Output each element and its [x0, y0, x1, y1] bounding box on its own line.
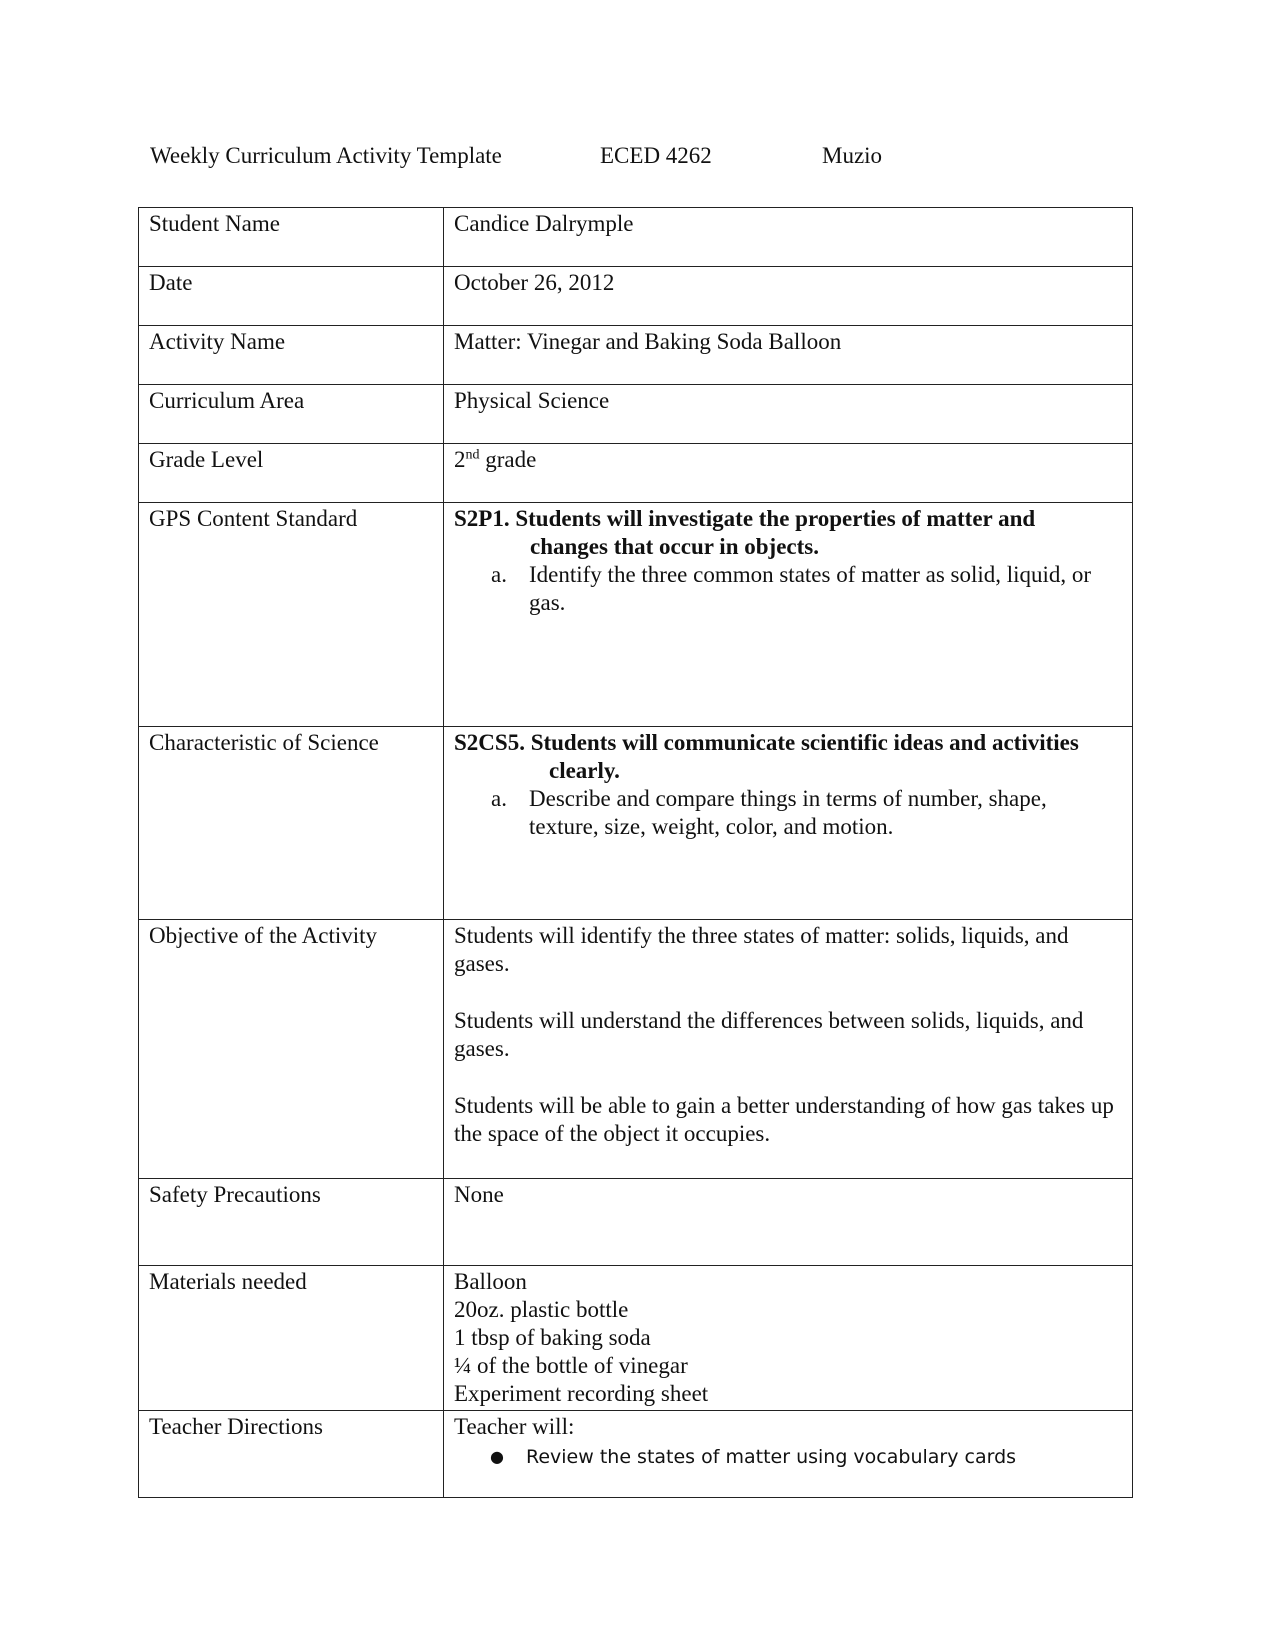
row-characteristic-of-science	[139, 727, 1133, 920]
row-gps-content-standard	[139, 503, 1133, 727]
row-objective	[139, 920, 1133, 1179]
gps-standard-heading-line: S2P1. Students will investigate the properties of matter and	[454, 506, 1036, 531]
teacher-directions-intro: Teacher will:	[454, 1414, 575, 1439]
instructor-name: Muzio	[822, 143, 883, 168]
gps-standard-heading-continuation: changes that occur in objects.	[530, 534, 819, 559]
material-item: Experiment recording sheet	[454, 1381, 709, 1406]
label-date: Date	[139, 267, 444, 326]
activity-template-table	[138, 207, 1133, 1498]
objective-paragraph: Students will understand the differences between solids, liquids, and gases.	[454, 1008, 1084, 1061]
objective-paragraph: Students will identify the three states of matter: solids, liquids, and gases.	[454, 923, 1069, 976]
row-grade-level	[139, 444, 1133, 503]
value-materials-needed	[444, 1266, 1133, 1411]
gps-standard-item	[454, 561, 1122, 617]
material-item: Balloon	[454, 1269, 527, 1294]
label-teacher-directions: Teacher Directions	[139, 1411, 444, 1498]
label-curriculum-area: Curriculum Area	[139, 385, 444, 444]
label-safety-precautions: Safety Precautions	[139, 1179, 444, 1266]
row-activity-name	[139, 326, 1133, 385]
value-student-name: Candice Dalrymple	[444, 208, 1133, 267]
value-gps-content-standard	[444, 503, 1133, 727]
grade-number: 2	[454, 447, 466, 472]
label-characteristic-of-science: Characteristic of Science	[139, 727, 444, 920]
label-grade-level: Grade Level	[139, 444, 444, 503]
material-item: 1 tbsp of baking soda	[454, 1325, 651, 1350]
value-date: October 26, 2012	[444, 267, 1133, 326]
teacher-direction-text: Review the states of matter using vocabulary cards	[526, 1446, 1017, 1468]
cos-standard-heading-line: S2CS5. Students will communicate scientific ideas and activities	[454, 730, 1079, 755]
cos-standard-heading	[454, 729, 1122, 785]
row-safety-precautions	[139, 1179, 1133, 1266]
label-activity-name: Activity Name	[139, 326, 444, 385]
row-date	[139, 267, 1133, 326]
objective-paragraph: Students will be able to gain a better understanding of how gas takes up the space of the object it occupies.	[454, 1093, 1114, 1146]
label-objective: Objective of the Activity	[139, 920, 444, 1179]
value-curriculum-area: Physical Science	[444, 385, 1133, 444]
label-materials-needed: Materials needed	[139, 1266, 444, 1411]
value-teacher-directions	[444, 1411, 1133, 1498]
row-teacher-directions	[139, 1411, 1133, 1498]
gps-item-text: Identify the three common states of matter as solid, liquid, or gas.	[529, 562, 1092, 615]
cos-item-letter: a.	[491, 786, 507, 811]
value-activity-name: Matter: Vinegar and Baking Soda Balloon	[444, 326, 1133, 385]
gps-item-letter: a.	[491, 562, 507, 587]
cos-standard-item	[454, 785, 1122, 841]
material-item: ¼ of the bottle of vinegar	[454, 1353, 688, 1378]
teacher-direction-item	[454, 1443, 1122, 1471]
bullet-icon: ●	[490, 1447, 504, 1466]
value-grade-level	[444, 444, 1133, 503]
value-objective	[444, 920, 1133, 1179]
value-characteristic-of-science	[444, 727, 1133, 920]
row-materials-needed	[139, 1266, 1133, 1411]
cos-standard-heading-continuation: clearly.	[549, 758, 620, 783]
row-curriculum-area	[139, 385, 1133, 444]
gps-standard-heading	[454, 505, 1122, 561]
row-student-name	[139, 208, 1133, 267]
course-code: ECED 4262	[600, 143, 712, 168]
cos-item-text: Describe and compare things in terms of number, shape, texture, size, weight, color, and motion.	[529, 786, 1047, 839]
grade-word: grade	[479, 447, 537, 472]
document-title: Weekly Curriculum Activity Template	[150, 143, 502, 168]
value-safety-precautions: None	[444, 1179, 1133, 1266]
material-item: 20oz. plastic bottle	[454, 1297, 629, 1322]
grade-ordinal-suffix: nd	[465, 447, 480, 463]
label-gps-content-standard: GPS Content Standard	[139, 503, 444, 727]
label-student-name: Student Name	[139, 208, 444, 267]
